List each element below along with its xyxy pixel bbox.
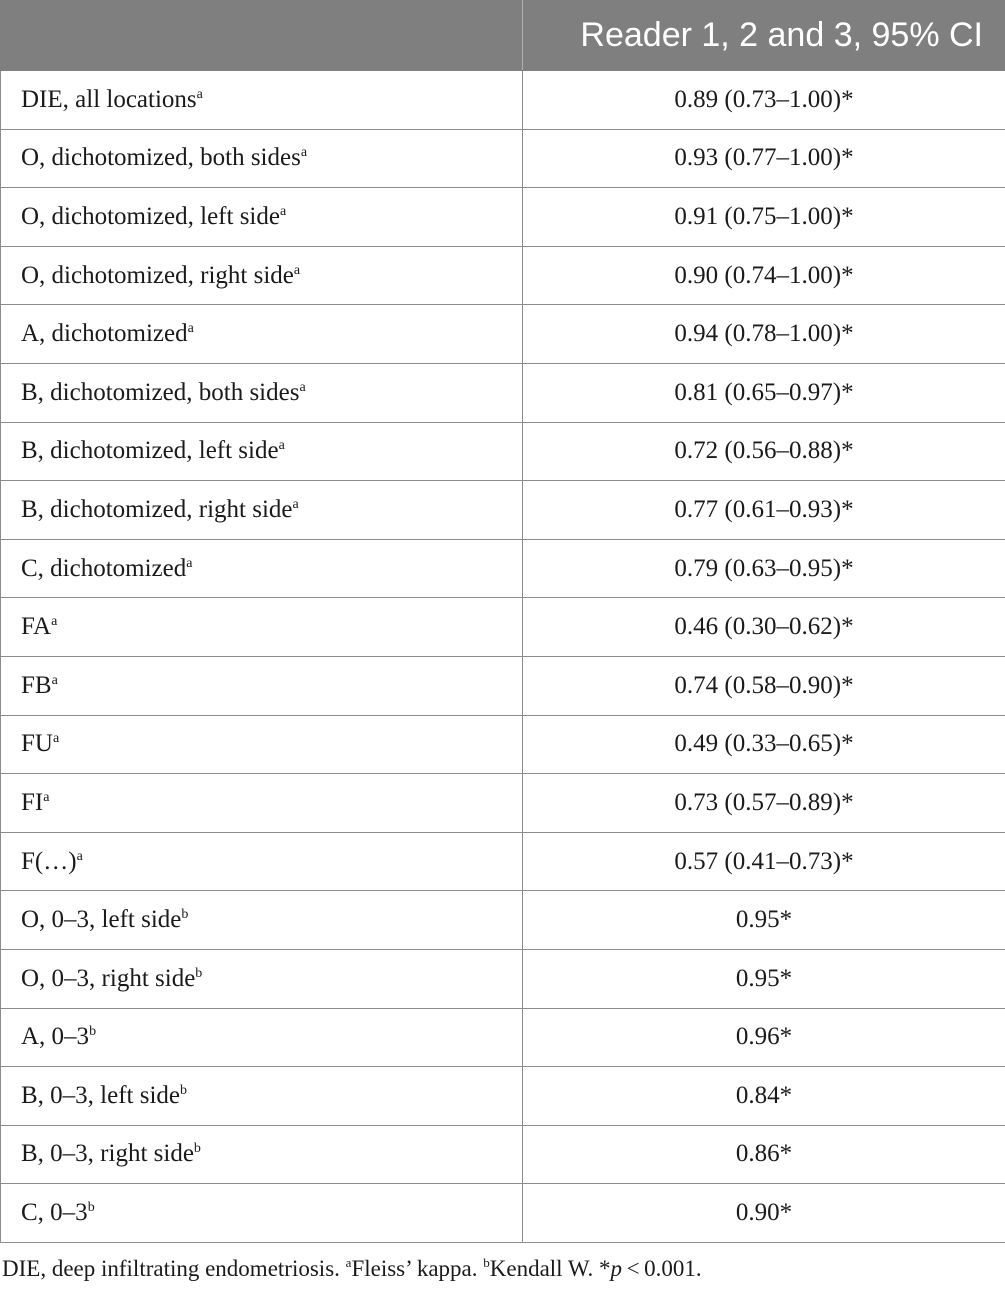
table-row (1, 715, 1005, 774)
row-label-cell (1, 129, 523, 188)
row-value: 0.79 (0.63–0.95)* (523, 539, 1005, 598)
row-label: O, 0–3, right side (21, 964, 196, 992)
table-row (1, 1184, 1005, 1243)
row-value: 0.57 (0.41–0.73)* (523, 832, 1005, 891)
row-label-superscript: b (180, 1082, 188, 1098)
row-label-superscript: b (193, 1141, 201, 1157)
table-row (1, 305, 1005, 364)
row-label: FU (21, 730, 53, 758)
row-label: C, dichotomized (21, 554, 187, 582)
table-row (1, 246, 1005, 305)
row-value: 0.95* (523, 949, 1005, 1008)
row-value: 0.94 (0.78–1.00)* (523, 305, 1005, 364)
table-row (1, 891, 1005, 950)
row-label-cell (1, 305, 523, 364)
header-cell-label (1, 1, 523, 71)
table-row (1, 71, 1005, 130)
footnote-sup-a: a (345, 1255, 352, 1270)
row-label-cell (1, 832, 523, 891)
row-label: FI (21, 788, 44, 816)
row-value: 0.90 (0.74–1.00)* (523, 246, 1005, 305)
table-row (1, 656, 1005, 715)
row-label: C, 0–3 (21, 1199, 88, 1227)
table-row (1, 774, 1005, 833)
row-label: F(…) (21, 847, 77, 875)
row-label-cell (1, 71, 523, 130)
row-value: 0.89 (0.73–1.00)* (523, 71, 1005, 130)
row-label-superscript: a (196, 86, 203, 102)
row-label-superscript: b (89, 1024, 97, 1040)
row-label-cell (1, 246, 523, 305)
row-label-cell (1, 598, 523, 657)
table-row (1, 1125, 1005, 1184)
table-row (1, 949, 1005, 1008)
row-label: FB (21, 671, 52, 699)
row-value: 0.95* (523, 891, 1005, 950)
row-label-cell (1, 715, 523, 774)
row-label-superscript: a (51, 614, 58, 630)
row-label-superscript: a (292, 496, 299, 512)
row-label: B, dichotomized, both sides (21, 378, 300, 406)
row-value: 0.96* (523, 1008, 1005, 1067)
row-label-cell (1, 1125, 523, 1184)
row-value: 0.74 (0.58–0.90)* (523, 656, 1005, 715)
row-label: A, 0–3 (21, 1023, 90, 1051)
row-label-superscript: b (87, 1200, 95, 1216)
row-value: 0.86* (523, 1125, 1005, 1184)
row-label: O, 0–3, left side (21, 906, 182, 934)
header-cell-readers: Reader 1, 2 and 3, 95% CI (523, 1, 1005, 71)
row-label: O, dichotomized, left side (21, 202, 280, 230)
row-label-cell (1, 774, 523, 833)
row-label-cell (1, 1184, 523, 1243)
row-label-superscript: a (278, 438, 285, 454)
footnote-fleiss: Fleiss’ kappa. (351, 1256, 484, 1281)
table-row (1, 1067, 1005, 1126)
row-label-cell (1, 1067, 523, 1126)
row-label: B, 0–3, left side (21, 1081, 181, 1109)
row-value: 0.77 (0.61–0.93)* (523, 481, 1005, 540)
row-label: FA (21, 613, 52, 641)
row-label: B, 0–3, right side (21, 1140, 194, 1168)
header-row (1, 1, 1005, 71)
row-label-cell (1, 539, 523, 598)
table-row (1, 422, 1005, 481)
table-row (1, 539, 1005, 598)
row-label-superscript: b (195, 965, 203, 981)
footnote-p-value: < 0.001. (622, 1256, 702, 1281)
table-row (1, 832, 1005, 891)
row-label-cell (1, 949, 523, 1008)
footnote-kendall: Kendall W. * (489, 1256, 611, 1281)
row-label-superscript: a (279, 203, 287, 219)
row-label: B, dichotomized, right side (21, 495, 293, 523)
row-value: 0.93 (0.77–1.00)* (523, 129, 1005, 188)
footnote-abbreviation: DIE, deep infiltrating endometriosis. (2, 1256, 346, 1281)
table-row (1, 598, 1005, 657)
table-row (1, 188, 1005, 247)
table-row (1, 363, 1005, 422)
row-value: 0.81 (0.65–0.97)* (523, 363, 1005, 422)
row-label-cell (1, 363, 523, 422)
row-label-superscript: a (299, 379, 306, 395)
row-label-cell (1, 188, 523, 247)
row-label-superscript: a (52, 731, 60, 747)
row-label-superscript: a (76, 848, 83, 864)
row-label-cell (1, 1008, 523, 1067)
row-label-superscript: a (43, 789, 50, 805)
row-value: 0.72 (0.56–0.88)* (523, 422, 1005, 481)
row-label-superscript: a (300, 145, 308, 161)
row-value: 0.91 (0.75–1.00)* (523, 188, 1005, 247)
row-label-cell (1, 422, 523, 481)
row-label-cell (1, 656, 523, 715)
row-label-superscript: a (51, 672, 58, 688)
row-label-superscript: a (186, 555, 193, 571)
row-value: 0.90* (523, 1184, 1005, 1243)
row-label-cell (1, 891, 523, 950)
row-label: B, dichotomized, left side (21, 437, 279, 465)
row-label-superscript: b (181, 907, 189, 923)
row-label-cell (1, 481, 523, 540)
footnote-p-symbol: p (610, 1256, 622, 1281)
row-label-superscript: a (187, 321, 194, 337)
table-footnote (2, 1256, 702, 1282)
row-value: 0.46 (0.30–0.62)* (523, 598, 1005, 657)
table-row (1, 1008, 1005, 1067)
footnote-sup-b: b (483, 1255, 490, 1270)
row-value: 0.73 (0.57–0.89)* (523, 774, 1005, 833)
row-label: DIE, all locations (21, 85, 197, 113)
row-value: 0.84* (523, 1067, 1005, 1126)
row-label: O, dichotomized, right side (21, 261, 294, 289)
table-row (1, 129, 1005, 188)
table-row (1, 481, 1005, 540)
row-label: A, dichotomized (21, 320, 188, 348)
row-label: O, dichotomized, both sides (21, 144, 301, 172)
row-label-superscript: a (293, 262, 301, 278)
row-value: 0.49 (0.33–0.65)* (523, 715, 1005, 774)
